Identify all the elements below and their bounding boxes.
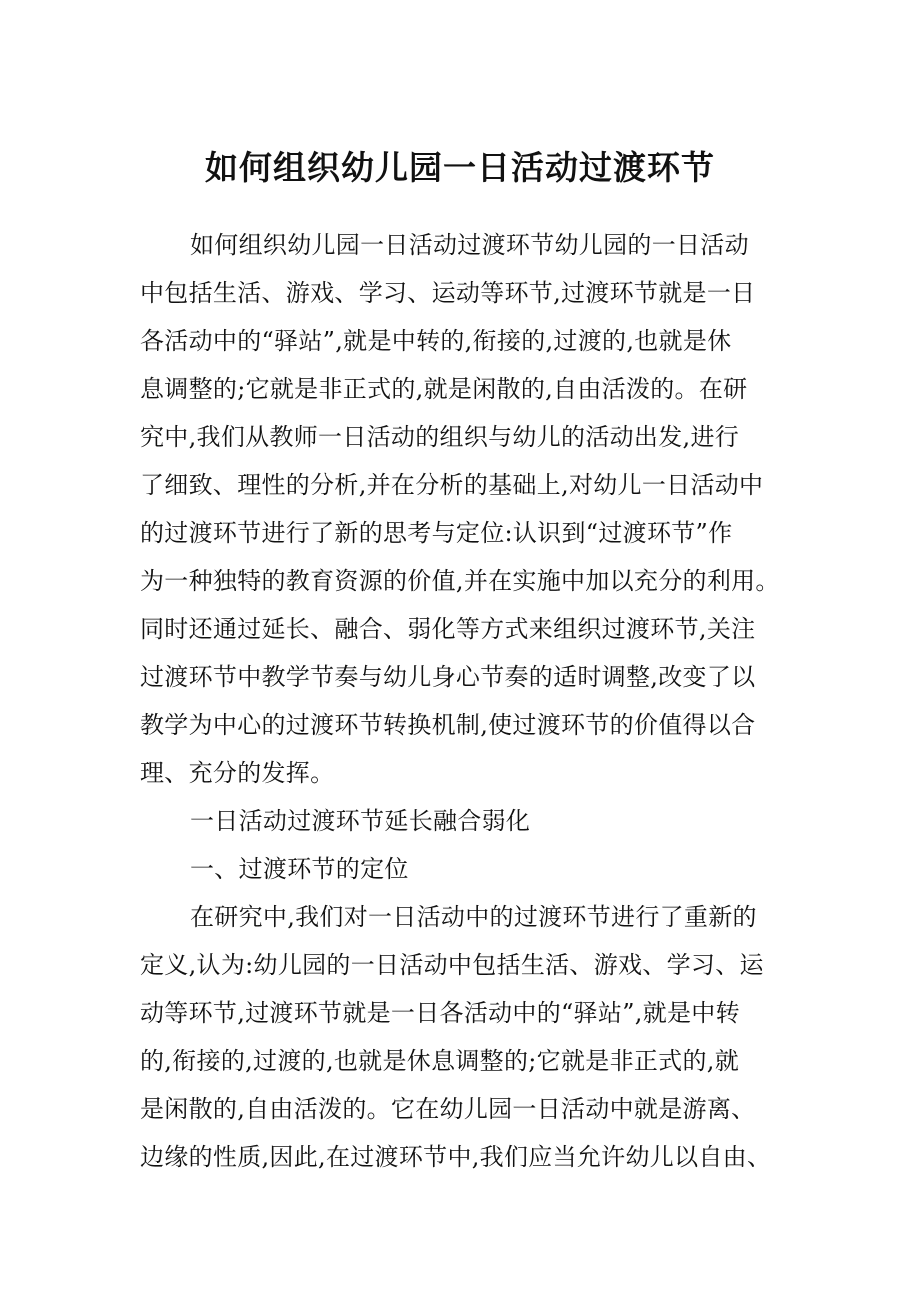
paragraph-line: 的,衔接的,过渡的,也就是休息调整的;它就是非正式的,就	[140, 1047, 739, 1075]
paragraph-line: 定义,认为:幼儿园的一日活动中包括生活、游戏、学习、运	[140, 951, 764, 979]
paragraph-line: 了细致、理性的分析,并在分析的基础上,对幼儿一日活动中	[140, 471, 764, 499]
paragraph-line: 息调整的;它就是非正式的,就是闲散的,自由活泼的。在研	[140, 375, 748, 403]
document-title: 如何组织幼儿园一日活动过渡环节	[205, 148, 715, 187]
paragraph-line: 理、充分的发挥。	[140, 759, 335, 787]
paragraph-line: 的过渡环节进行了新的思考与定位:认识到“过渡环节”作	[140, 519, 733, 547]
paragraph-line: 为一种独特的教育资源的价值,并在实施中加以充分的利用。	[140, 567, 780, 595]
paragraph-line: 是闲散的,自由活泼的。它在幼儿园一日活动中就是游离、	[140, 1095, 756, 1123]
paragraph-line: 中包括生活、游戏、学习、运动等环节,过渡环节就是一日	[140, 279, 756, 307]
keywords-line: 一日活动过渡环节延长融合弱化	[190, 807, 531, 835]
paragraph-line: 究中,我们从教师一日活动的组织与幼儿的活动出发,进行	[140, 423, 740, 451]
paragraph-line: 过渡环节中教学节奏与幼儿身心节奏的适时调整,改变了以	[140, 663, 756, 691]
paragraph-line: 同时还通过延长、融合、弱化等方式来组织过渡环节,关注	[140, 615, 756, 643]
section-heading: 一、过渡环节的定位	[190, 855, 409, 883]
paragraph-line: 边缘的性质,因此,在过渡环节中,我们应当允许幼儿以自由、	[140, 1143, 772, 1171]
paragraph-line: 各活动中的“驿站”,就是中转的,衔接的,过渡的,也就是休	[140, 327, 732, 355]
paragraph-line: 动等环节,过渡环节就是一日各活动中的“驿站”,就是中转	[140, 999, 740, 1027]
paragraph-line: 教学为中心的过渡环节转换机制,使过渡环节的价值得以合	[140, 711, 756, 739]
paragraph-line: 如何组织幼儿园一日活动过渡环节幼儿园的一日活动	[190, 231, 749, 259]
paragraph-line: 在研究中,我们对一日活动中的过渡环节进行了重新的	[190, 903, 757, 931]
